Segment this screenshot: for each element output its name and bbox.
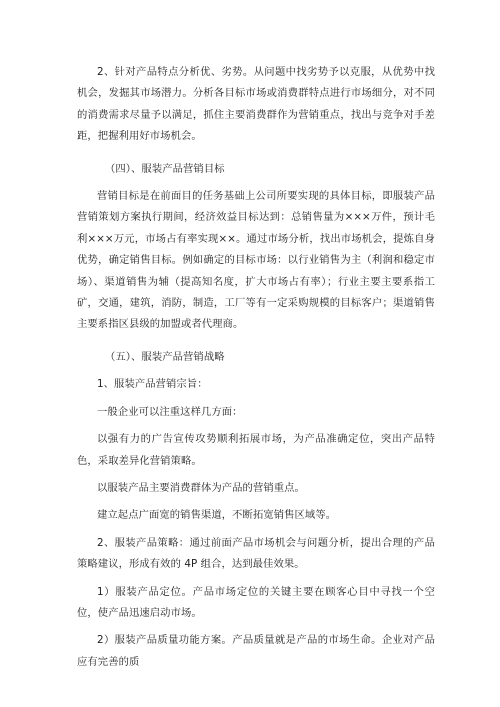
paragraph-product-positioning: 1）服装产品定位。产品市场定位的关键主要在顾客心目中寻找一个空位，使产品迅速启动市场。 <box>77 585 435 619</box>
paragraph-consumer-focus: 以服装产品主要消费群体为产品的营销重点。 <box>97 481 305 494</box>
paragraph-marketing-goals: 营销目标是在前面目的任务基础上公司所要实现的具体目标，即服装产品营销策划方案执行期间，经济效益目标达到：总销售量为×××万件，预计毛利×××万元，市场占有率实现××。通过市场分析，找出市场机会，提炼自身优势，确定销售目标。例如确定的目标市场：以行业销售为主（利润和稳定市场）、渠道销售为辅（提高知名度，扩大市场占有率）；行业主要主要系指工矿，交通，建筑，消防，制造，工厂等有一定采购规模的目标客户；渠道销售主要系指区县级的加盟或者代理商。 <box>77 190 435 331</box>
section-heading-marketing-goals: （四）、服装产品营销目标 <box>105 162 225 175</box>
paragraph-advertising: 以强有力的广告宣传攻势顺利拓展市场，为产品准确定位，突出产品特色，采取差异化营销策略。 <box>77 433 435 467</box>
paragraph-product-analysis: 2、针对产品特点分析优、劣势。从问题中找劣势予以克服，从优势中找机会，发掘其市场潜力。分析各目标市场或消费群特点进行市场细分，对不同的消费需求尽量予以满足，抓住主要消费群作为营销重点，找出与竞争对手差距，把握利用好市场机会。 <box>77 66 435 143</box>
paragraph-product-quality: 2）服装产品质量功能方案。产品质量就是产品的市场生命。企业对产品应有完善的质 <box>77 634 435 668</box>
document-body <box>77 62 435 673</box>
paragraph-general-aspects: 一般企业可以注重这样几方面： <box>97 405 243 418</box>
section-heading-marketing-strategy: （五）、服装产品营销战略 <box>105 350 225 363</box>
paragraph-product-strategy: 2、服装产品策略：通过前面产品市场机会与问题分析，提出合理的产品策略建议，形成有效的 4P 组合，达到最佳效果。 <box>77 536 435 571</box>
paragraph-sales-channels: 建立起点广面宽的销售渠道，不断拓宽销售区域等。 <box>97 509 337 522</box>
paragraph-marketing-purpose: 1、服装产品营销宗旨： <box>97 378 208 391</box>
